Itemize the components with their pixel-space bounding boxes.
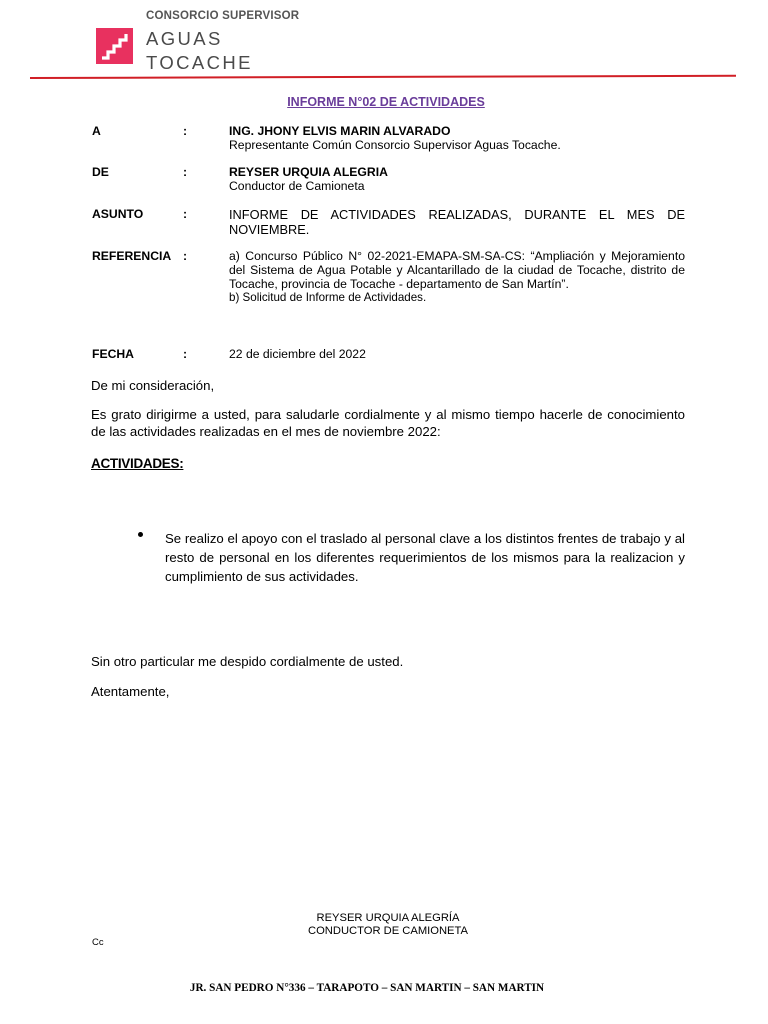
signature-name: REYSER URQUIA ALEGRÍA xyxy=(316,912,460,924)
field-referencia-label: REFERENCIA xyxy=(92,249,172,263)
sender-name: REYSER URQUIA ALEGRIA xyxy=(229,165,388,179)
field-de-colon: : xyxy=(183,165,188,179)
greeting: De mi consideración, xyxy=(91,378,215,393)
field-a-value xyxy=(229,124,685,152)
recipient-role: Representante Común Consorcio Supervisor Aguas Tocache. xyxy=(229,138,561,152)
bullet-icon xyxy=(138,532,143,537)
field-fecha-label: FECHA xyxy=(92,347,134,361)
field-asunto-colon: : xyxy=(183,207,188,221)
field-de-label: DE xyxy=(92,165,109,179)
header-divider xyxy=(30,75,736,79)
cc-label: Cc xyxy=(92,937,104,948)
field-a-colon: : xyxy=(183,124,188,138)
reference-item-a: a) Concurso Público N° 02-2021-EMAPA-SM-SA-CS: “Ampliación y Mejoramiento del Sistema de Agua Potable y Alcantarillado de la ciudad de Tocache, distrito de Tocache, provincia de Tocache - departamento de San Martín”. xyxy=(229,249,685,291)
intro-paragraph: Es grato dirigirme a usted, para saludarle cordialmente y al mismo tiempo hacerle de conocimiento de las actividades realizadas en el mes de noviembre 2022: xyxy=(91,407,685,439)
field-fecha-colon: : xyxy=(183,347,188,361)
field-de-value xyxy=(229,165,685,193)
activity-item: Se realizo el apoyo con el traslado al personal clave a los distintos frentes de trabajo y al resto de personal en los diferentes requerimientos de los mismos para la realizacion y cumplimiento de sus actividades. xyxy=(165,531,685,584)
field-referencia-colon: : xyxy=(183,249,188,263)
logo-org-name-line1: AGUAS xyxy=(146,28,223,49)
logo-org-top: CONSORCIO SUPERVISOR xyxy=(146,10,300,22)
footer-address: JR. SAN PEDRO N°336 – TARAPOTO – SAN MARTIN – SAN MARTIN xyxy=(189,982,545,994)
signature-position: CONDUCTOR DE CAMIONETA xyxy=(308,925,468,937)
field-asunto-label: ASUNTO xyxy=(92,207,144,221)
document-title: INFORME N°02 DE ACTIVIDADES xyxy=(287,95,485,109)
subject-text: INFORME DE ACTIVIDADES REALIZADAS, DURANTE EL MES DE NOVIEMBRE. xyxy=(229,207,685,237)
sender-role: Conductor de Camioneta xyxy=(229,179,365,193)
recipient-name: ING. JHONY ELVIS MARIN ALVARADO xyxy=(229,124,451,138)
aguas-tocache-logo-icon xyxy=(96,28,133,64)
logo-org-name-line2: TOCACHE xyxy=(146,52,253,73)
date-value: 22 de diciembre del 2022 xyxy=(229,347,366,361)
activities-heading: ACTIVIDADES: xyxy=(91,456,184,471)
closing-line: Sin otro particular me despido cordialmente de usted. xyxy=(91,654,404,669)
field-referencia-value xyxy=(229,249,685,305)
signoff: Atentamente, xyxy=(91,684,170,699)
reference-item-b: b) Solicitud de Informe de Actividades. xyxy=(229,291,427,304)
field-a-label: A xyxy=(92,124,101,138)
